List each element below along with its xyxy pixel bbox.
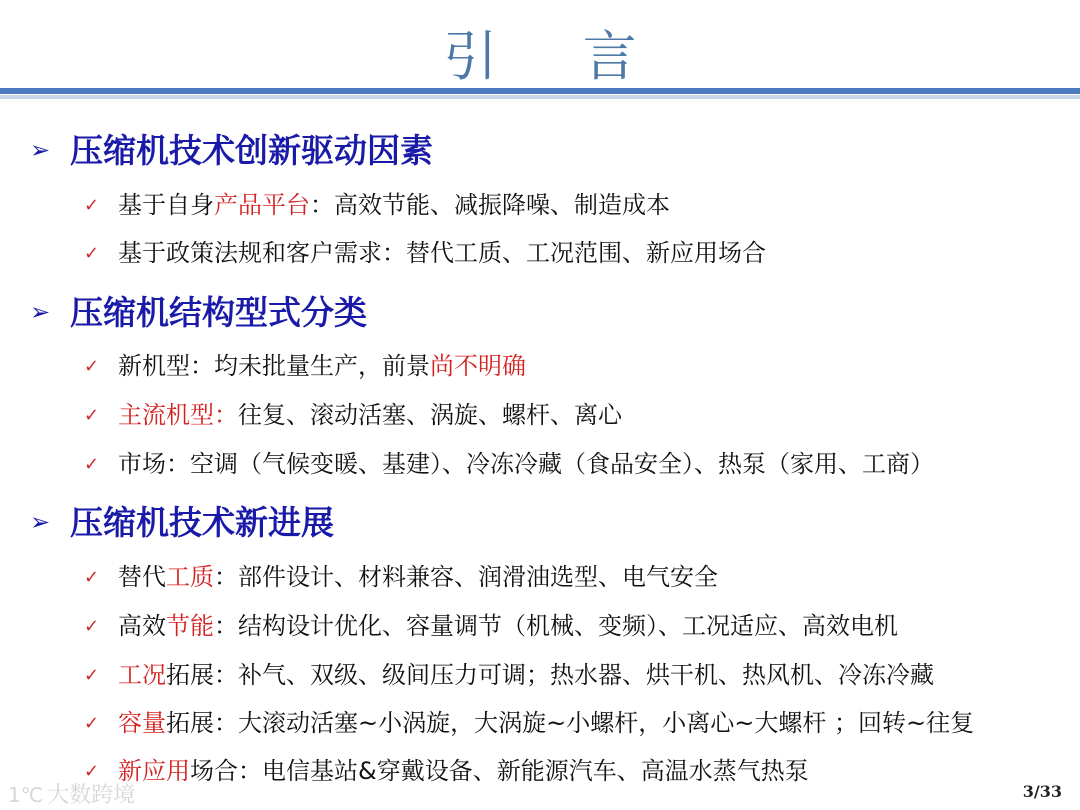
item-text: 基于自身 (118, 191, 214, 219)
list-item (84, 350, 526, 383)
checkmark-icon: ✓ (84, 195, 100, 216)
checkmark-icon: ✓ (84, 243, 100, 264)
list-item (84, 399, 622, 432)
item-highlight: 新应用 (118, 757, 190, 785)
checkmark-icon: ✓ (84, 665, 100, 686)
checkmark-icon: ✓ (84, 567, 100, 588)
watermark-text: 大数跨境 (47, 783, 136, 808)
item-highlight: 尚不明确 (430, 352, 526, 380)
item-text: 替代 (118, 563, 166, 591)
section-heading-text: 压缩机技术创新驱动因素 (70, 131, 433, 170)
list-item (84, 707, 974, 740)
item-text: 基于政策法规和客户需求：替代工质、工况范围、新应用场合 (118, 239, 766, 267)
list-item (84, 237, 766, 270)
item-text: 新机型：均未批量生产，前景 (118, 352, 430, 380)
section-heading-2 (30, 292, 367, 333)
item-text: 场合：电信基站&穿戴设备、新能源汽车、高温水蒸气热泵 (190, 757, 809, 785)
checkmark-icon: ✓ (84, 405, 100, 426)
section-heading-text: 压缩机技术新进展 (70, 503, 334, 542)
item-highlight: 工况 (118, 661, 166, 689)
item-text: ：结构设计优化、容量调节（机械、变频）、工况适应、高效电机 (214, 612, 898, 640)
item-highlight: 工质 (166, 563, 214, 591)
item-text: 拓展：补气、双级、级间压力可调；热水器、烘干机、热风机、冷冻冷藏 (166, 661, 934, 689)
list-item (84, 755, 809, 788)
title-divider-top (0, 88, 1080, 94)
list-item (84, 448, 934, 481)
section-heading-text: 压缩机结构型式分类 (70, 293, 367, 332)
watermark-logo-icon: 1℃ (8, 783, 44, 807)
checkmark-icon: ✓ (84, 356, 100, 377)
item-highlight: 容量 (118, 709, 166, 737)
item-text: ：部件设计、材料兼容、润滑油选型、电气安全 (214, 563, 718, 591)
checkmark-icon: ✓ (84, 713, 100, 734)
item-text: ：高效节能、减振降噪、制造成本 (310, 191, 670, 219)
title-divider-bottom (0, 95, 1080, 99)
list-item (84, 561, 718, 594)
section-heading-3 (30, 502, 334, 543)
item-text: 拓展：大滚动活塞~小涡旋，大涡旋~小螺杆，小离心~大螺杆 ；回转~往复 (166, 709, 975, 737)
watermark (8, 778, 135, 809)
arrow-bullet-icon: ➢ (30, 136, 51, 164)
item-text: 市场：空调（气候变暖、基建）、冷冻冷藏（食品安全）、热泵（家用、工商） (118, 450, 934, 478)
arrow-bullet-icon: ➢ (30, 508, 51, 536)
item-text: 往复、滚动活塞、涡旋、螺杆、离心 (238, 401, 622, 429)
checkmark-icon: ✓ (84, 454, 100, 475)
page-number: 3/33 (1022, 782, 1062, 801)
slide-title: 引 言 (443, 25, 671, 88)
list-item (84, 189, 670, 222)
item-text: 高效 (118, 612, 166, 640)
list-item (84, 610, 898, 643)
checkmark-icon: ✓ (84, 761, 100, 782)
item-highlight: 节能 (166, 612, 214, 640)
list-item (84, 659, 934, 692)
section-heading-1 (30, 130, 433, 171)
arrow-bullet-icon: ➢ (30, 298, 51, 326)
checkmark-icon: ✓ (84, 616, 100, 637)
item-highlight: 产品平台 (214, 191, 310, 219)
item-highlight: 主流机型： (118, 401, 238, 429)
